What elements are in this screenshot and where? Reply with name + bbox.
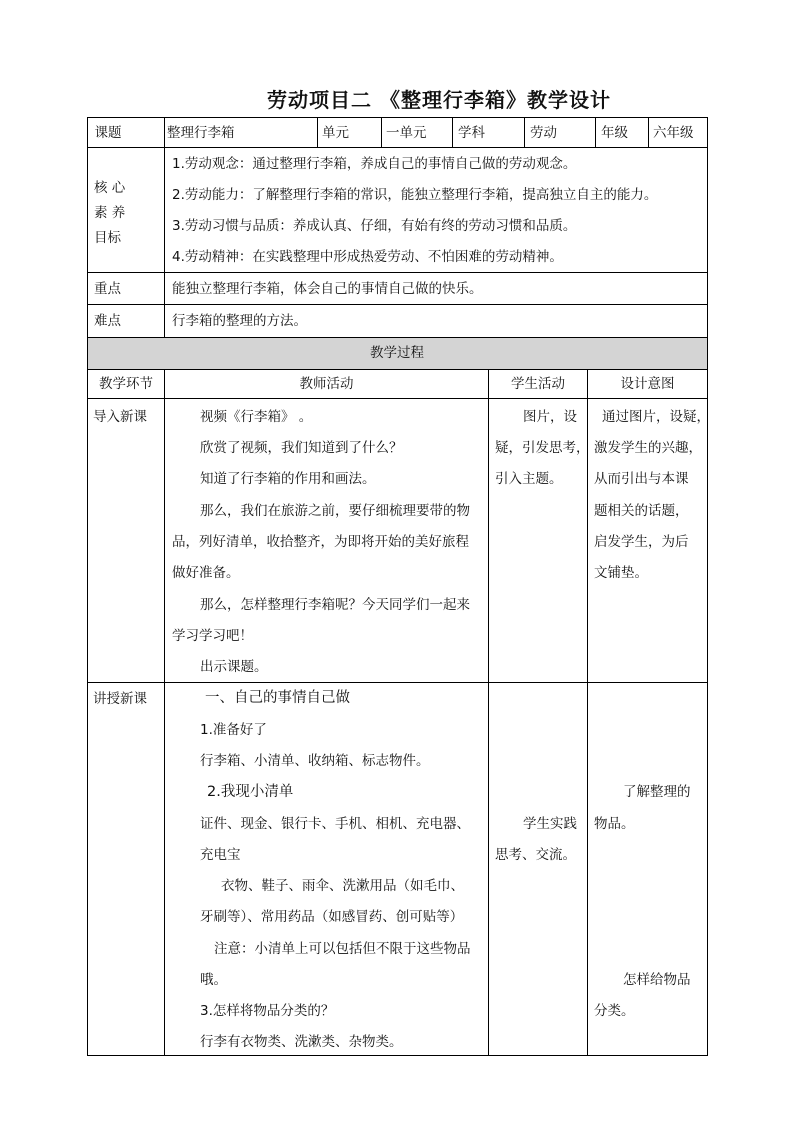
intent-line: 分类。 xyxy=(594,1003,635,1019)
teacher-line: 牙刷等）、常用药品（如感冒药、创可贴等） xyxy=(200,909,464,925)
table-border xyxy=(87,304,708,305)
unit-value: 一单元 xyxy=(386,125,427,141)
core-label-3: 目标 xyxy=(94,230,121,246)
grade-label: 年级 xyxy=(601,125,628,141)
core-label-1: 核 心 xyxy=(94,180,126,196)
teacher-line: 欣赏了视频，我们知道到了什么？ xyxy=(200,440,403,456)
table-border xyxy=(164,369,165,1056)
intent-line: 题相关的话题， xyxy=(594,503,689,519)
student-line: 引入主题。 xyxy=(495,471,563,487)
table-border xyxy=(87,117,708,118)
table-border xyxy=(87,398,708,399)
column-header-student: 学生活动 xyxy=(511,376,565,392)
column-header-teacher: 教师活动 xyxy=(299,376,354,392)
intent-line: 启发学生，为后 xyxy=(594,534,689,550)
table-border xyxy=(87,1055,708,1056)
subject-value: 劳动 xyxy=(530,125,557,141)
difficulty-label: 难点 xyxy=(94,313,121,329)
grade-value: 六年级 xyxy=(653,125,694,141)
table-border xyxy=(87,369,708,370)
teacher-line: 哦。 xyxy=(200,972,227,988)
page-title: 劳动项目二 《整理行李箱》教学设计 xyxy=(267,88,611,112)
student-line: 图片，设 xyxy=(523,409,577,425)
core-item: 4.劳动精神：在实践整理中形成热爱劳动、不怕困难的劳动精神。 xyxy=(172,249,563,265)
intent-line: 物品。 xyxy=(594,816,635,832)
table-border xyxy=(87,682,708,683)
teacher-line: 一、自己的事情自己做 xyxy=(205,690,350,706)
table-border xyxy=(317,117,318,147)
teacher-line: 知道了行李箱的作用和画法。 xyxy=(200,471,376,487)
intent-line: 文铺垫。 xyxy=(594,565,648,581)
key-point-label: 重点 xyxy=(94,281,121,297)
teacher-line: 出示课题。 xyxy=(200,659,268,675)
teacher-line: 证件、现金、银行卡、手机、相机、充电器、 xyxy=(200,816,470,832)
table-border xyxy=(87,272,708,273)
intent-line: 怎样给物品 xyxy=(623,972,691,988)
table-border xyxy=(87,147,708,148)
process-header: 教学过程 xyxy=(370,345,424,361)
teacher-line: 行李箱、小清单、收纳箱、标志物件。 xyxy=(200,753,430,769)
teacher-line: 视频《行李箱》 。 xyxy=(200,409,313,425)
core-item: 1.劳动观念：通过整理行李箱，养成自己的事情自己做的劳动观念。 xyxy=(172,156,577,172)
table-border xyxy=(524,117,525,147)
teacher-line: 那么，我们在旅游之前，要仔细梳理要带的物 xyxy=(200,503,470,519)
teacher-line: 行李有衣物类、洗漱类、杂物类。 xyxy=(200,1034,403,1050)
teacher-line: 学习学习吧！ xyxy=(172,628,253,644)
table-border xyxy=(381,117,382,147)
teacher-line: 1.准备好了 xyxy=(200,722,267,738)
table-border xyxy=(164,117,165,337)
teacher-line: 那么，怎样整理行李箱呢？今天同学们一起来 xyxy=(200,597,470,613)
table-border xyxy=(587,369,588,1056)
teacher-line: 2.我现小清单 xyxy=(207,784,294,800)
core-item: 2.劳动能力：了解整理行李箱的常识，能独立整理行李箱，提高独立自主的能力。 xyxy=(172,187,658,203)
teacher-line: 充电宝 xyxy=(200,847,241,863)
intent-line: 从而引出与本课 xyxy=(594,471,689,487)
unit-label: 单元 xyxy=(322,125,349,141)
table-border xyxy=(707,117,708,1056)
table-border xyxy=(648,117,649,147)
teacher-line: 衣物、鞋子、雨伞、洗漱用品（如毛巾、 xyxy=(221,878,464,894)
stage-intro: 导入新课 xyxy=(93,409,147,425)
key-point-text: 能独立整理行李箱，体会自己的事情自己做的快乐。 xyxy=(172,281,483,297)
table-border xyxy=(488,369,489,1056)
difficulty-text: 行李箱的整理的方法。 xyxy=(172,313,307,329)
teacher-line: 做好准备。 xyxy=(172,565,240,581)
student-line: 学生实践 xyxy=(523,816,577,832)
stage-lesson: 讲授新课 xyxy=(93,691,147,707)
table-border xyxy=(595,117,596,147)
table-border xyxy=(452,117,453,147)
intent-line: 通过图片，设疑， xyxy=(602,409,710,425)
intent-line: 了解整理的 xyxy=(623,784,691,800)
subject-label: 学科 xyxy=(458,125,485,141)
intent-line: 激发学生的兴趣， xyxy=(594,440,702,456)
table-border xyxy=(87,117,88,1056)
student-line: 疑，引发思考， xyxy=(495,440,590,456)
teacher-line: 3.怎样将物品分类的？ xyxy=(200,1003,335,1019)
column-header-stage: 教学环节 xyxy=(99,376,153,392)
core-item: 3.劳动习惯与品质：养成认真、仔细，有始有终的劳动习惯和品质。 xyxy=(172,218,577,234)
teacher-line: 注意：小清单上可以包括但不限于这些物品 xyxy=(214,941,471,957)
topic-value: 整理行李箱 xyxy=(167,125,235,141)
column-header-intent: 设计意图 xyxy=(620,376,675,392)
core-label-2: 素 养 xyxy=(94,205,126,221)
student-line: 思考、交流。 xyxy=(495,847,576,863)
table-border xyxy=(87,337,708,338)
teacher-line: 品，列好清单，收拾整齐，为即将开始的美好旅程 xyxy=(172,534,469,550)
topic-label: 课题 xyxy=(94,125,122,141)
